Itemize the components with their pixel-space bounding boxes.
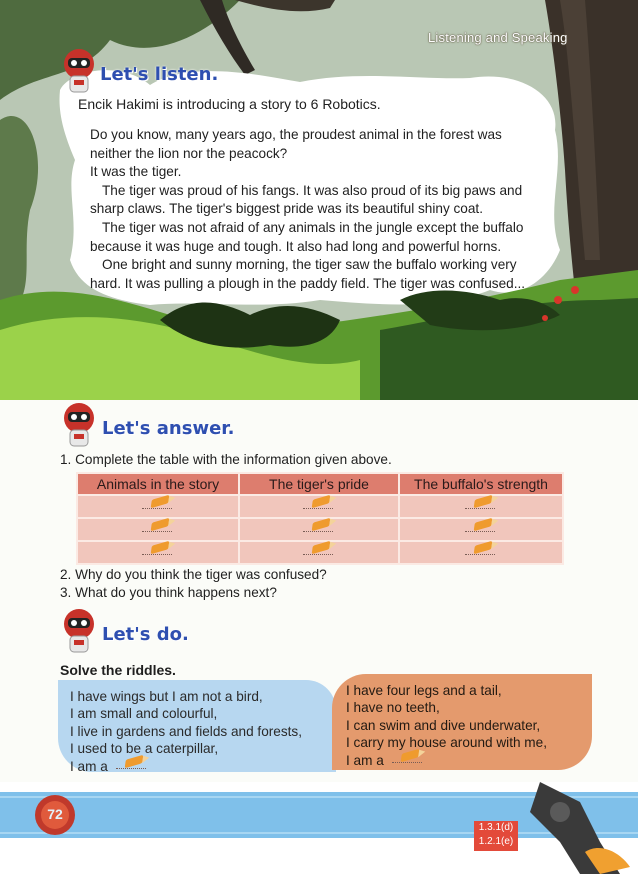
lets-do-heading: Let's do. <box>102 624 189 645</box>
pencil-icon <box>461 520 501 534</box>
footer-band <box>0 782 638 874</box>
section-tag: Listening and Speaking <box>428 30 568 45</box>
riddle-line: I am small and colourful, <box>70 706 218 722</box>
standard-code: 1.3.1(d) <box>478 822 514 833</box>
column-header: The tiger's pride <box>239 473 399 495</box>
riddle-line: I carry my house around with me, <box>346 734 547 750</box>
answer-blank[interactable] <box>399 495 563 518</box>
table-row <box>77 495 563 518</box>
pencil-icon <box>461 543 501 557</box>
riddle-line: I live in gardens and fields and forests, <box>70 723 302 739</box>
answer-blank[interactable] <box>239 495 399 518</box>
table-header-row <box>77 473 563 495</box>
question-1: 1. Complete the table with the information given above. <box>60 452 392 467</box>
robot-mascot-icon <box>60 46 98 96</box>
story-line: The tiger was not afraid of any animals in the jungle except the buffalo <box>102 219 524 235</box>
riddle-line: I have no teeth, <box>346 700 440 716</box>
pencil-icon <box>138 543 178 557</box>
pencil-icon <box>299 520 339 534</box>
pencil-icon <box>461 497 501 511</box>
riddle-instruction: Solve the riddles. <box>60 662 176 678</box>
riddle-line: I am a <box>346 753 384 769</box>
story-line: because it was huge and tough. It also had long and powerful horns. <box>90 238 502 254</box>
table-row <box>77 541 563 564</box>
riddle-line: I have four legs and a tail, <box>346 683 502 698</box>
pencil-icon[interactable] <box>112 757 152 771</box>
answer-blank[interactable] <box>77 518 239 541</box>
story-intro: Encik Hakimi is introducing a story to 6 Robotics. <box>78 96 381 112</box>
robot-mascot-icon <box>60 400 98 450</box>
question-3: 3. What do you think happens next? <box>60 585 277 600</box>
answer-blank[interactable] <box>239 518 399 541</box>
riddle-card-1 <box>58 680 336 775</box>
column-header: The buffalo's strength <box>399 473 563 495</box>
question-2: 2. Why do you think the tiger was confused? <box>60 567 327 582</box>
story-line: hard. It was pulling a plough in the paddy field. The tiger was confused... <box>90 275 526 291</box>
riddle-answer-line <box>346 751 580 769</box>
pencil-icon <box>299 543 339 557</box>
column-header: Animals in the story <box>77 473 239 495</box>
table-row <box>77 518 563 541</box>
pencil-icon[interactable] <box>388 751 428 765</box>
story-line: neither the lion nor the peacock? <box>90 145 288 161</box>
riddle-line: I am a <box>70 759 108 775</box>
page-number: 72 <box>47 806 63 822</box>
answer-blank[interactable] <box>77 495 239 518</box>
story-line: It was the tiger. <box>90 164 182 180</box>
answer-blank[interactable] <box>239 541 399 564</box>
answer-blank[interactable] <box>399 518 563 541</box>
story-line: sharp claws. The tiger's biggest pride was its beautiful shiny coat. <box>90 201 483 217</box>
riddle-line: I have wings but I am not a bird, <box>70 689 263 704</box>
answer-blank[interactable] <box>77 541 239 564</box>
riddle-line: I used to be a caterpillar, <box>70 740 219 756</box>
story-line: One bright and sunny morning, the tiger saw the buffalo working very <box>102 257 517 273</box>
answer-table <box>76 472 564 565</box>
standards-box <box>474 821 518 851</box>
riddle-answer-line <box>70 757 324 775</box>
robot-mascot-icon <box>60 606 98 656</box>
answer-blank[interactable] <box>399 541 563 564</box>
riddle-line: I can swim and dive underwater, <box>346 717 541 733</box>
pencil-icon <box>299 497 339 511</box>
story-text <box>90 126 548 293</box>
lets-answer-heading: Let's answer. <box>102 418 235 439</box>
lets-listen-heading: Let's listen. <box>100 64 219 85</box>
story-line: The tiger was proud of his fangs. It was also proud of its big paws and <box>102 182 523 198</box>
pencil-icon <box>138 497 178 511</box>
pencil-icon <box>138 520 178 534</box>
standard-code: 1.2.1(e) <box>478 836 514 847</box>
story-line: Do you know, many years ago, the proudest animal in the forest was <box>90 127 502 142</box>
riddle-card-2 <box>332 674 592 770</box>
